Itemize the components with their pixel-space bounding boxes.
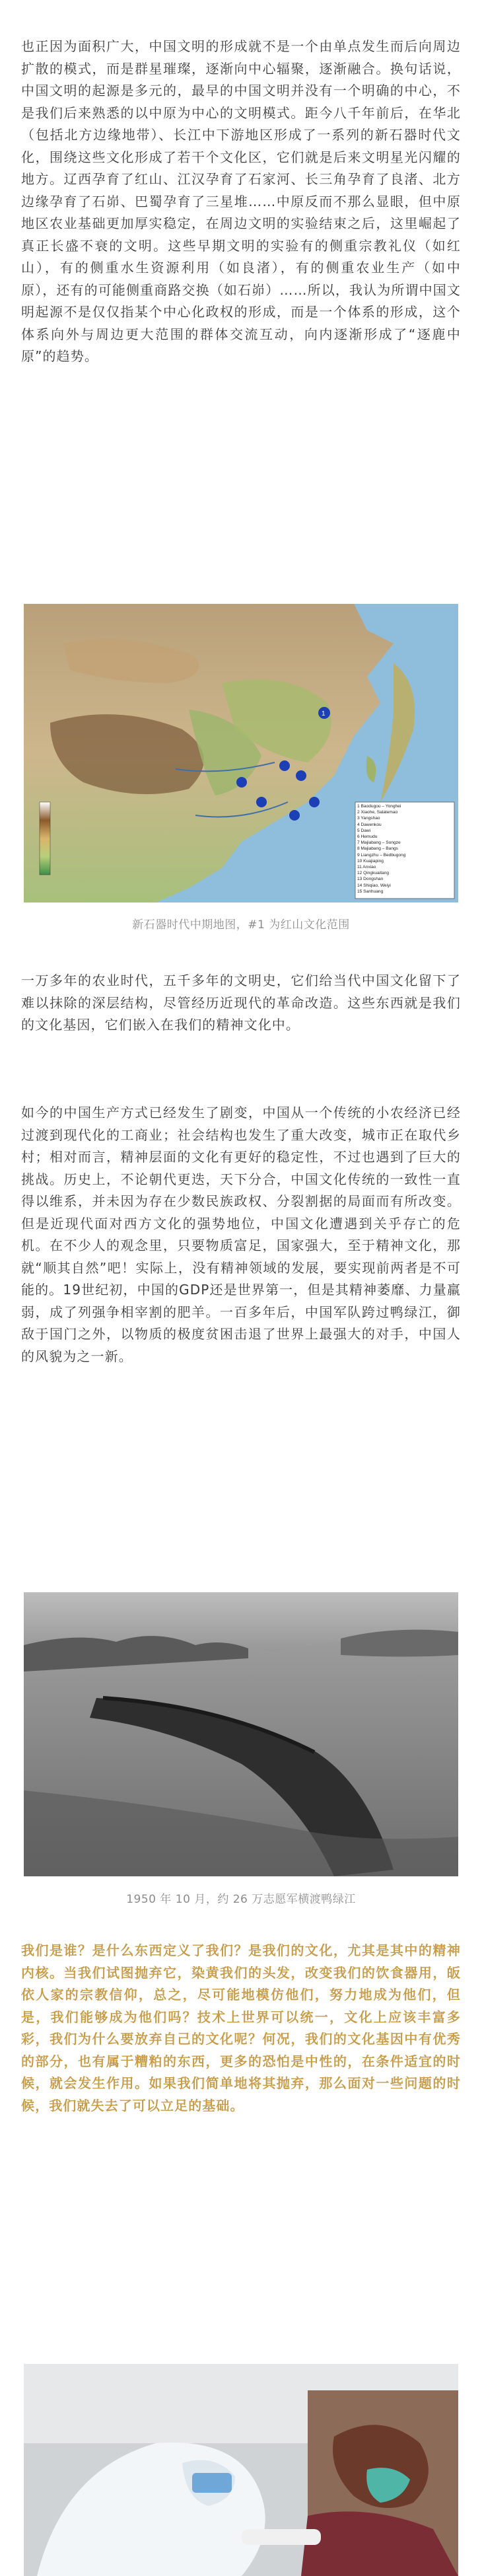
paragraph-identity: 我们是谁？是什么东西定义了我们？是我们的文化，尤其是其中的精神内核。当我们试图抛弃它，染黄我们的头发，改变我们的饮食器用，皈依人家的宗教信仰，总之，尽可能地模仿他们，努力地成为他们，但是，我们能够成为他们吗？技术上世界可以统一，文化上应该丰富多彩，我们为什么要放弃自己的文化呢？何况，我们的文化基因中有优秀的部分，也有属于糟粕的东西，更多的恐怕是中性的，在条件适宜的时候，就会发生作用。如果我们简单地将其抛弃，那么面对一些问题的时候，我们就失去了可以立足的基础。 <box>21 1942 461 2114</box>
clinic-photo <box>24 2364 458 2576</box>
legend-item: 13 Dongshan <box>357 877 384 882</box>
paragraph-modern-challenge: 如今的中国生产方式已经发生了剧变，中国从一个传统的小农经济已经过渡到现代化的工商业；社会结构也发生了重大改变，城市正在取代乡村；相对而言，精神层面的文化有更好的稳定性，不过也遇到了巨大的挑战。历史上，不论朝代更迭，天下分合，中国文化传统的一致性一直得以维系，并未因为存在少数民族政权、分裂割据的局面而有所改变。但是近现代面对西方文化的强势地位，中国文化遭遇到关乎存亡的危机。在不少人的观念里，只要物质富足，国家强大，至于精神文化，那就“顺其自然”吧！实际上，没有精神领域的发展，要实现前两者是不可能的。19世纪初，中国的GDP还是世界第一，但是其精神萎靡、力量羸弱，成了列强争相宰割的肥羊。一百多年后，中国军队跨过鸭绿江，御敌于国门之外，以物质的极度贫困击退了世界上最强大的对手，中国人的风貌为之一新。 <box>21 1105 461 1364</box>
legend-item: 2 Xiaohe, Salatemao <box>357 810 398 815</box>
paragraph-cultural-gene: 一万多年的农业时代，五千多年的文明史，它们给当代中国文化留下了难以抹除的深层结构，尽管经历近现代的革命改造。这些东西就是我们的文化基因，它们嵌入在我们的精神文化中。 <box>21 973 461 1033</box>
svg-text:1: 1 <box>322 710 326 718</box>
legend-item: 14 Shiqiao, Weiyi <box>357 883 391 888</box>
legend-item: 4 Dawenkou <box>357 822 382 827</box>
legend-item: 3 Yangshao <box>357 816 380 821</box>
legend-item: 15 Sanhuang <box>357 889 384 894</box>
legend-item: 11 Anxiao <box>357 865 376 870</box>
legend-item: 7 Majiabang – Songze <box>357 840 401 846</box>
intro-paragraph-block <box>21 36 461 368</box>
legend-item: 1 Baodugou – Yonghei <box>357 804 401 809</box>
identity-paragraph-block <box>21 1940 461 2117</box>
legend-item: 5 Dawi <box>357 828 371 833</box>
legend-item: 10 Kuajiaping <box>357 858 384 864</box>
legend-item: 8 Majiabang – Bangs <box>357 846 398 852</box>
map-legend <box>357 803 453 895</box>
yalu-river-crossing-graphic <box>24 1592 458 1876</box>
legend-item: 12 Qingkuaitang <box>357 871 390 876</box>
map-caption: 新石器时代中期地图，#1 为红山文化范围 <box>132 918 350 932</box>
paragraph-civilization-origin: 也正因为面积广大，中国文明的形成就不是一个由单点发生而后向周边扩散的模式，而是群星璀璨，逐渐向中心辐聚，逐渐融合。换句话说，中国文明的起源是多元的，最早的中国文明并没有一个明确的中心，不是我们后来熟悉的以中原为中心的文明模式。距今八千年前后，在华北（包括北方边缘地带）、长江中下游地区形成了一系列的新石器时代文化，围绕这些文化形成了若干个文化区，它们就是后来文明星光闪耀的地方。辽西孕育了红山、江汉孕育了石家河、长三角孕育了良渚、北方边缘孕育了石峁、巴蜀孕育了三星堆……中原反而不那么显眼，但中原地区农业基础更加厚实稳定，在周边文明的实验结束之后，这里崛起了真正长盛不衰的文明。这些早期文明的实验有的侧重宗教礼仪（如红山），有的侧重水生资源利用（如良渚），有的侧重农业生产（如中原），还有的可能侧重商路交换（如石峁）……所以，我认为所谓中国文明起源不是仅仅指某个中心化政权的形成，而是一个体系的形成，这个体系向外与周边更大范围的群体交流互动，向内逐渐形成了“逐鹿中原”的趋势。 <box>21 38 461 364</box>
river-caption: 1950 年 10 月，约 26 万志愿军横渡鸭绿江 <box>126 1893 356 1906</box>
clinic-graphic <box>24 2364 458 2576</box>
yalu-river-crossing-photo <box>24 1592 458 1876</box>
modern-challenge-paragraph-block <box>21 1102 461 1368</box>
cultural-gene-paragraph-block <box>21 970 461 1037</box>
legend-item: 6 Hemudu <box>357 834 378 840</box>
legend-item: 9 Liangzhu – Bedbugong <box>357 852 406 858</box>
neolithic-map-image <box>24 604 458 902</box>
